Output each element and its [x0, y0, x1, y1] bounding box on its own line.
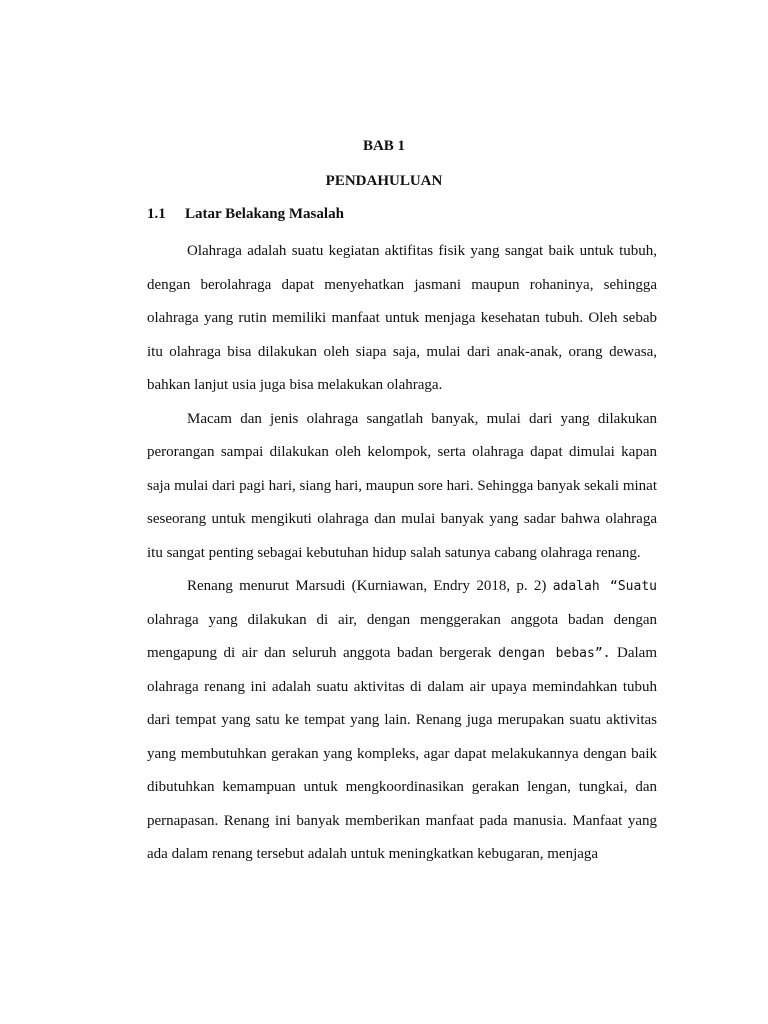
chapter-title: PENDAHULUAN — [325, 173, 443, 189]
section-title: Latar Belakang Masalah — [185, 206, 344, 222]
paragraph-2: Macam dan jenis olahraga sangatlah banyak, mulai dari yang dilakukan perorangan sampai dilakukan oleh kelompok, serta olahraga dapat dimulai kapan saja mulai dari pagi hari, siang hari, maupun sore hari. Sehingga banyak sekali minat seseorang untuk mengikuti olahraga dan mulai banyak yang sadar bahwa olahraga itu sangat penting sebagai kebutuhan hidup salah satunya cabang olahraga renang. — [147, 410, 657, 561]
section-heading — [147, 204, 344, 224]
paragraph-3-part-3: olahraga yang dilakukan di air, dengan menggerakan anggota badan dengan mengapung di air dan seluruh anggota badan bergerak — [147, 611, 657, 661]
paragraph-3-quote-start: adalah “Suatu — [552, 579, 657, 594]
chapter-number: BAB 1 — [362, 138, 406, 154]
paragraph-3-part-1: Renang menurut Marsudi (Kurniawan, Endry 2018, p. 2) — [187, 578, 553, 594]
body-text — [147, 235, 657, 872]
paragraph-3-quote-end: dengan bebas”. — [498, 646, 611, 661]
paragraph-3 — [147, 570, 657, 872]
paragraph-1: Olahraga adalah suatu kegiatan aktifitas fisik yang sangat baik untuk tubuh, dengan berolahraga dapat menyehatkan jasmani maupun rohaninya, sehingga olahraga yang rutin memiliki manfaat untuk menjaga kesehatan tubuh. Oleh sebab itu olahraga bisa dilakukan oleh siapa saja, mulai dari anak-anak, orang dewasa, bahkan lanjut usia juga bisa melakukan olahraga. — [147, 243, 657, 393]
section-number: 1.1 — [147, 206, 166, 222]
paragraph-3-part-5: Dalam olahraga renang ini adalah suatu aktivitas di dalam air upaya memindahkan tubuh dari tempat yang satu ke tempat yang lain. Renang juga merupakan suatu aktivitas yang membutuhkan gerakan yang kompleks, agar dapat melakukannya dengan baik dibutuhkan kemampuan untuk mengkoordinasikan gerakan lengan, tungkai, dan pernapasan. Renang ini banyak memberikan manfaat pada manusia. Manfaat yang ada dalam renang tersebut adalah untuk meningkatkan kebugaran, menjaga — [147, 645, 658, 862]
